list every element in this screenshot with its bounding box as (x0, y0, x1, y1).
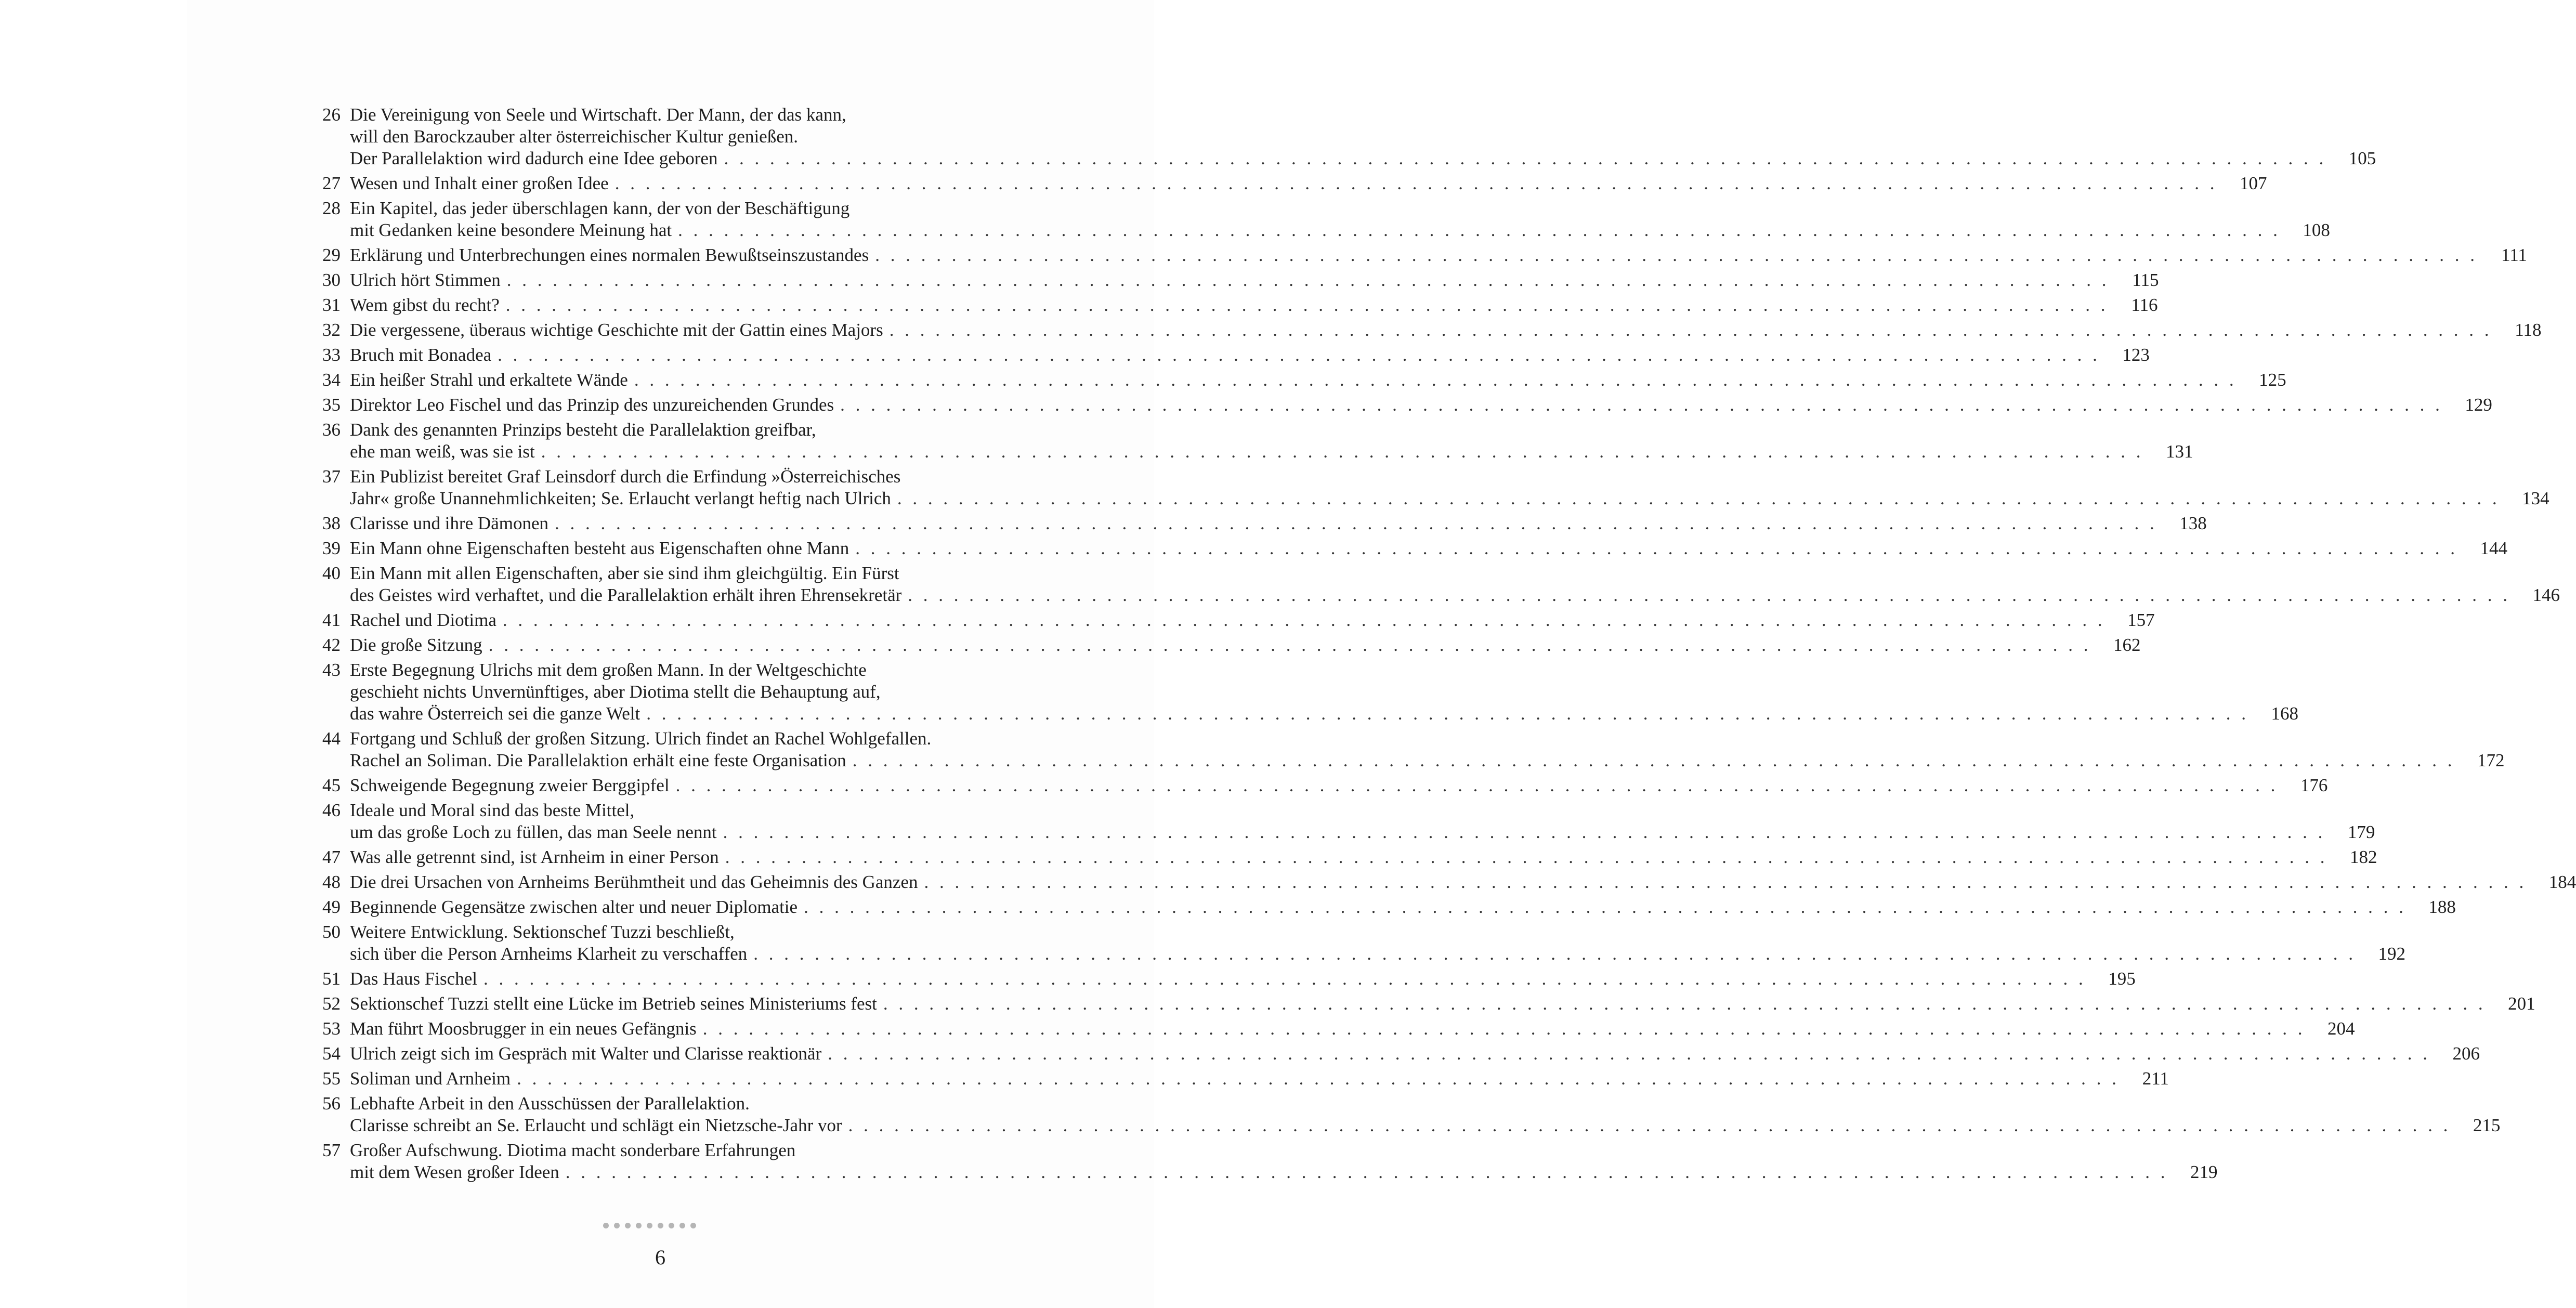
chapter-number: 38 (322, 513, 341, 533)
toc-entry[interactable] (312, 896, 2456, 918)
chapter-page-number: 131 (2166, 441, 2193, 462)
chapter-title-line: sich über die Person Arnheims Klarheit zu verschaffen (350, 944, 748, 964)
toc-entry[interactable] (312, 609, 2155, 631)
chapter-page-number: 168 (2271, 703, 2298, 724)
chapter-title-line: Die drei Ursachen von Arnheims Berühmtheit und das Geheimnis des Ganzen (350, 872, 918, 892)
toc-entry[interactable] (312, 921, 2406, 965)
chapter-title-line: Die Vereinigung von Seele und Wirtschaft. Der Mann, der das kann, (350, 104, 846, 125)
chapter-page-number: 108 (2303, 220, 2330, 240)
chapter-title-line: Rachel an Soliman. Die Parallelaktion erhält eine feste Organisation (350, 750, 846, 770)
dot-leader (855, 538, 2458, 559)
dot-leader (723, 821, 2326, 843)
chapter-title-line: Erklärung und Unterbrechungen eines normalen Bewußtseinszustandes (350, 245, 869, 265)
chapter-page-number: 118 (2515, 320, 2542, 340)
toc-entry[interactable] (312, 104, 2376, 169)
toc-entry[interactable] (312, 800, 2375, 843)
chapter-title-line: will den Barockzauber alter österreichischer Kultur genießen. (350, 126, 798, 147)
chapter-page-number: 206 (2452, 1043, 2480, 1064)
toc-entry[interactable] (312, 993, 2535, 1015)
chapter-number: 51 (322, 969, 341, 989)
chapter-number: 36 (322, 420, 341, 440)
chapter-page-number: 157 (2127, 610, 2155, 630)
dot-leader (883, 993, 2486, 1015)
chapter-page-number: 125 (2259, 370, 2286, 390)
dot-leader (724, 148, 2326, 169)
toc-entry[interactable] (312, 269, 2159, 291)
dot-leader (678, 219, 2281, 241)
chapter-page-number: 201 (2508, 993, 2535, 1014)
chapter-title-line: Beginnende Gegensätze zwischen alter und neuer Diplomatie (350, 897, 798, 917)
chapter-page-number: 129 (2465, 395, 2492, 415)
chapter-title-line: Ein Mann mit allen Eigenschaften, aber sie sind ihm gleichgültig. Ein Fürst (350, 563, 899, 583)
chapter-page-number: 138 (2179, 513, 2207, 533)
chapter-number: 43 (322, 660, 341, 680)
chapter-page-number: 219 (2190, 1162, 2218, 1182)
chapter-page-number: 162 (2113, 635, 2141, 655)
chapter-title-line: Ein Kapitel, das jeder überschlagen kann, der von der Beschäftigung (350, 198, 850, 218)
toc-entry[interactable] (312, 173, 2267, 194)
chapter-number: 29 (322, 245, 341, 265)
chapter-title-line: Soliman und Arnheim (350, 1068, 511, 1089)
chapter-title-line: Ein heißer Strahl und erkaltete Wände (350, 370, 628, 390)
toc-entry[interactable] (312, 1093, 2501, 1136)
page-indicator-dots[interactable] (603, 1223, 696, 1228)
dot-leader (890, 319, 2492, 341)
page-dot[interactable] (625, 1223, 631, 1228)
dot-leader (853, 750, 2455, 771)
chapter-title-line: Clarisse schreibt an Se. Erlaucht und schlägt ein Nietzsche-Jahr vor (350, 1115, 842, 1135)
chapter-page-number: 188 (2428, 897, 2456, 917)
dot-leader (828, 1043, 2430, 1065)
page-number: 6 (655, 1246, 665, 1269)
dot-leader (725, 846, 2328, 868)
chapter-page-number: 215 (2473, 1115, 2501, 1135)
chapter-page-number: 195 (2108, 969, 2136, 989)
toc-entry[interactable] (312, 659, 2298, 725)
dot-leader (503, 609, 2106, 631)
chapter-title-line: Der Parallelaktion wird dadurch eine Idee geboren (350, 148, 718, 168)
dot-leader (517, 1068, 2120, 1090)
dot-leader (848, 1115, 2451, 1136)
page-dot[interactable] (679, 1223, 685, 1228)
chapter-title-line: Erste Begegnung Ulrichs mit dem großen Mann. In der Weltgeschichte (350, 660, 867, 680)
chapter-number: 40 (322, 563, 341, 583)
toc-entry[interactable] (312, 1043, 2480, 1065)
toc-entry[interactable] (312, 1018, 2355, 1040)
chapter-page-number: 144 (2480, 538, 2508, 558)
page-dot[interactable] (690, 1223, 696, 1228)
toc-entry[interactable] (312, 871, 2576, 893)
chapter-title-line: Ulrich zeigt sich im Gespräch mit Walter und Clarisse reaktionär (350, 1043, 822, 1064)
chapter-title-line: ehe man weiß, was sie ist (350, 441, 535, 462)
chapter-number: 26 (322, 104, 341, 125)
toc-entry[interactable] (312, 538, 2508, 559)
toc-entry[interactable] (312, 563, 2560, 606)
chapter-title-line: Ein Mann ohne Eigenschaften besteht aus Eigenschaften ohne Mann (350, 538, 849, 558)
dot-leader (908, 584, 2510, 606)
toc-entry[interactable] (312, 244, 2527, 266)
chapter-title-line: das wahre Österreich sei die ganze Welt (350, 703, 640, 724)
page-dot[interactable] (614, 1223, 620, 1228)
chapter-title-line: um das große Loch zu füllen, das man Seele nennt (350, 822, 717, 842)
dot-leader (646, 703, 2249, 725)
toc-entry[interactable] (312, 1068, 2169, 1090)
dot-leader (555, 513, 2157, 534)
chapter-title-line: Sektionschef Tuzzi stellt eine Lücke im Betrieb seines Ministeriums fest (350, 993, 877, 1014)
chapter-number: 32 (322, 320, 341, 340)
chapter-number: 55 (322, 1068, 341, 1089)
toc-entry[interactable] (312, 1140, 2218, 1183)
chapter-number: 53 (322, 1018, 341, 1039)
chapter-page-number: 134 (2522, 488, 2549, 508)
chapter-number: 39 (322, 538, 341, 558)
chapter-page-number: 184 (2548, 872, 2576, 892)
chapter-page-number: 116 (2131, 295, 2158, 315)
toc-entry[interactable] (312, 394, 2492, 416)
chapter-number: 49 (322, 897, 341, 917)
chapter-number: 45 (322, 775, 341, 795)
chapter-title-line: Wem gibst du recht? (350, 295, 500, 315)
toc-entry[interactable] (312, 846, 2377, 868)
chapter-number: 54 (322, 1043, 341, 1064)
toc-entry[interactable] (312, 344, 2150, 366)
chapter-page-number: 115 (2132, 270, 2159, 290)
chapter-title-line: Bruch mit Bonadea (350, 345, 492, 365)
chapter-number: 47 (322, 847, 341, 867)
chapter-page-number: 176 (2300, 775, 2328, 795)
chapter-title-line: Ulrich hört Stimmen (350, 270, 501, 290)
chapter-title-line: Wesen und Inhalt einer großen Idee (350, 173, 609, 193)
dot-leader (875, 244, 2478, 266)
chapter-title-line: Was alle getrennt sind, ist Arnheim in einer Person (350, 847, 719, 867)
toc-entry[interactable] (312, 634, 2141, 656)
chapter-page-number: 146 (2532, 585, 2560, 605)
chapter-page-number: 192 (2378, 944, 2406, 964)
chapter-title-line: Direktor Leo Fischel und das Prinzip des unzureichenden Grundes (350, 395, 834, 415)
dot-leader (566, 1161, 2168, 1183)
dot-leader (498, 344, 2100, 366)
chapter-title-line: Schweigende Begegnung zweier Berggipfel (350, 775, 670, 795)
chapter-number: 27 (322, 173, 341, 193)
chapter-number: 30 (322, 270, 341, 290)
toc-entry[interactable] (312, 466, 2549, 509)
chapter-number: 35 (322, 395, 341, 415)
chapter-title-line: Lebhafte Arbeit in den Ausschüssen der Parallelaktion. (350, 1093, 750, 1114)
chapter-title-line: Jahr« große Unannehmlichkeiten; Se. Erlaucht verlangt heftig nach Ulrich (350, 488, 891, 508)
page-dot[interactable] (647, 1223, 652, 1228)
chapter-page-number: 182 (2349, 847, 2377, 867)
chapter-title-line: geschieht nichts Unvernünftiges, aber Diotima stellt die Behauptung auf, (350, 682, 881, 702)
chapter-title-line: Clarisse und ihre Dämonen (350, 513, 548, 533)
dot-leader (483, 968, 2086, 990)
chapter-page-number: 172 (2477, 750, 2505, 770)
toc-entry[interactable] (312, 968, 2136, 990)
dot-leader (753, 943, 2356, 965)
chapter-title-line: des Geistes wird verhaftet, und die Parallelaktion erhält ihren Ehrensekretär (350, 585, 902, 605)
chapter-number: 31 (322, 295, 341, 315)
toc-entry[interactable] (312, 198, 2330, 241)
chapter-title-line: Großer Aufschwung. Diotima macht sonderbare Erfahrungen (350, 1140, 796, 1160)
toc-entry[interactable] (312, 513, 2207, 534)
chapter-title-line: Ein Publizist bereitet Graf Leinsdorf durch die Erfindung »Österreichisches (350, 466, 901, 487)
chapter-number: 34 (322, 370, 341, 390)
chapter-title-line: Fortgang und Schluß der großen Sitzung. Ulrich findet an Rachel Wohlgefallen. (350, 728, 932, 749)
chapter-number: 57 (322, 1140, 341, 1160)
chapter-page-number: 107 (2239, 173, 2267, 193)
toc-entry[interactable] (312, 294, 2158, 316)
chapter-title-line: Weitere Entwicklung. Sektionschef Tuzzi beschließt, (350, 922, 735, 942)
chapter-number: 33 (322, 345, 341, 365)
chapter-title-line: Ideale und Moral sind das beste Mittel, (350, 800, 635, 820)
chapter-title-line: Das Haus Fischel (350, 969, 477, 989)
chapter-number: 41 (322, 610, 341, 630)
toc-entry[interactable] (312, 775, 2328, 796)
dot-leader (840, 394, 2443, 416)
page-dot[interactable] (636, 1223, 642, 1228)
chapter-title-line: Die große Sitzung (350, 635, 482, 655)
chapter-title-line: Dank des genannten Prinzips besteht die Parallelaktion greifbar, (350, 420, 816, 440)
chapter-number: 50 (322, 922, 341, 942)
chapter-number: 48 (322, 872, 341, 892)
chapter-page-number: 123 (2122, 345, 2150, 365)
dot-leader (676, 775, 2279, 796)
page-dot[interactable] (669, 1223, 674, 1228)
page-dot[interactable] (658, 1223, 663, 1228)
chapter-title-line: Man führt Moosbrugger in ein neues Gefängnis (350, 1018, 697, 1039)
toc-entry[interactable] (312, 419, 2193, 463)
dot-leader (506, 294, 2109, 316)
chapter-title-line: Die vergessene, überaus wichtige Geschichte mit der Gattin eines Majors (350, 320, 883, 340)
table-of-contents (312, 104, 2576, 1186)
chapter-page-number: 211 (2142, 1068, 2169, 1089)
chapter-number: 28 (322, 198, 341, 218)
chapter-number: 46 (322, 800, 341, 820)
chapter-page-number: 111 (2501, 245, 2527, 265)
dot-leader (507, 269, 2110, 291)
dot-leader (615, 173, 2218, 194)
chapter-number: 44 (322, 728, 341, 749)
dot-leader (924, 871, 2527, 893)
dot-leader (541, 441, 2144, 463)
chapter-number: 56 (322, 1093, 341, 1114)
dot-leader (634, 369, 2237, 391)
dot-leader (703, 1018, 2306, 1040)
dot-leader (804, 896, 2407, 918)
toc-entry[interactable] (312, 319, 2542, 341)
chapter-title-line: mit dem Wesen großer Ideen (350, 1162, 559, 1182)
chapter-number: 37 (322, 466, 341, 487)
chapter-title-line: mit Gedanken keine besondere Meinung hat (350, 220, 672, 240)
dot-leader (489, 634, 2091, 656)
page-dot[interactable] (603, 1223, 609, 1228)
chapter-number: 42 (322, 635, 341, 655)
chapter-page-number: 179 (2347, 822, 2375, 842)
chapter-title-line: Rachel und Diotima (350, 610, 496, 630)
dot-leader (897, 488, 2500, 509)
chapter-page-number: 204 (2327, 1018, 2355, 1039)
chapter-number: 52 (322, 993, 341, 1014)
chapter-page-number: 105 (2348, 148, 2376, 168)
toc-entry[interactable] (312, 728, 2505, 771)
toc-entry[interactable] (312, 369, 2286, 391)
